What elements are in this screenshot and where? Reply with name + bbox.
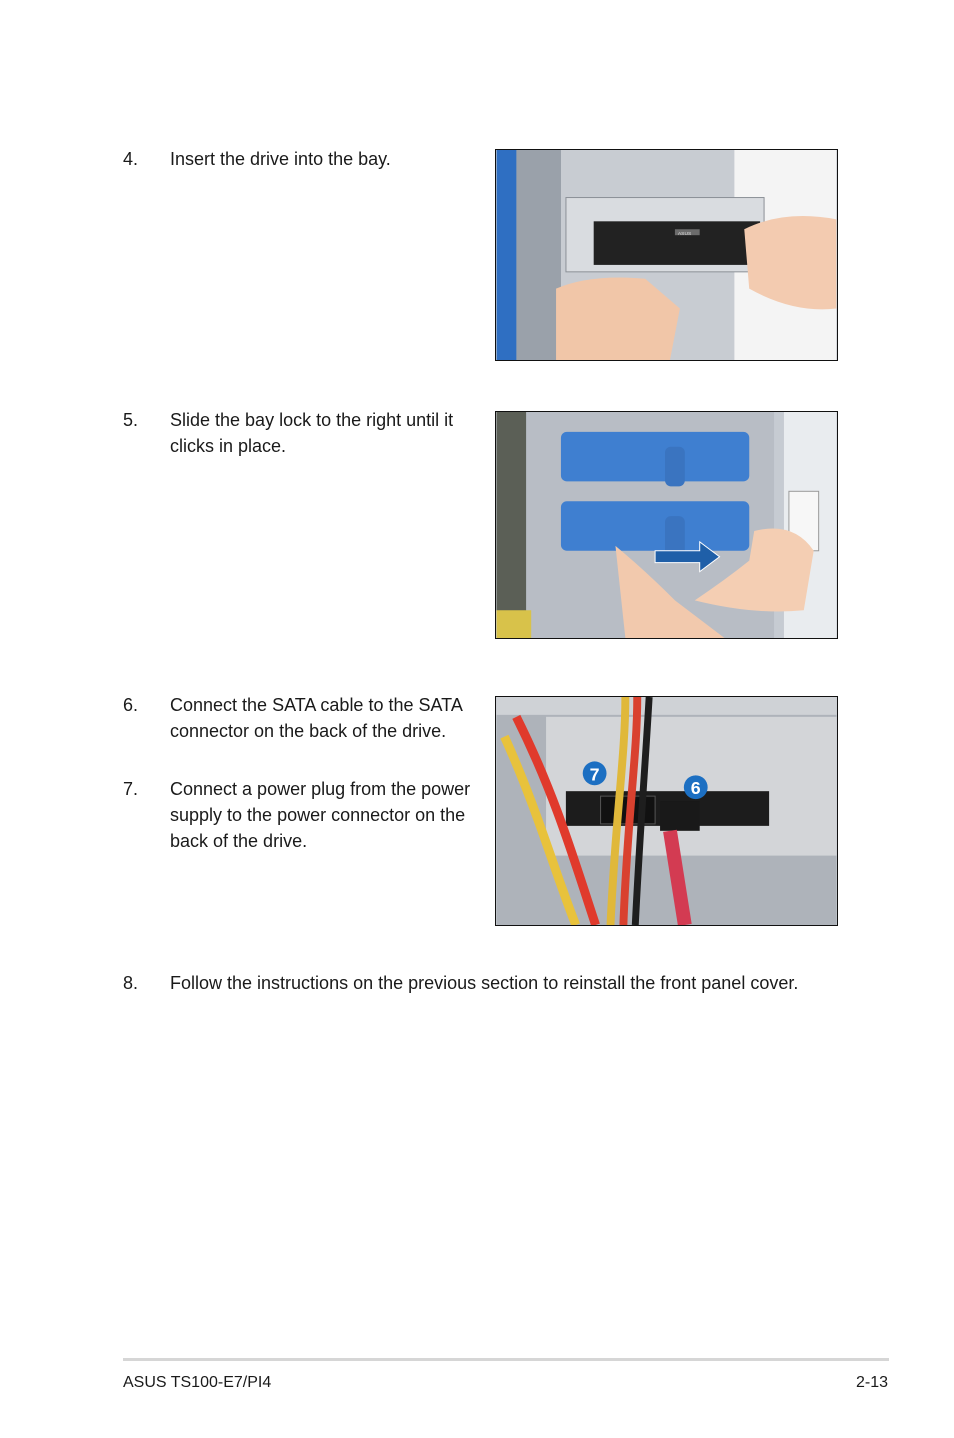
footer-divider [123, 1358, 889, 1361]
step-number: 4. [123, 149, 139, 169]
photo-connect-cables [495, 696, 838, 926]
drive-brand-label: ASUS [677, 232, 692, 238]
step-text: Insert the drive into the bay. [170, 149, 391, 169]
step-text: Connect a power plug from the power supply to the power connector on the back of the drive. [170, 779, 471, 851]
step-5 [123, 407, 488, 463]
step-number: 8. [123, 973, 139, 993]
callout-7: 7 [589, 764, 600, 785]
step-number: 5. [123, 410, 139, 430]
callout-6: 6 [690, 778, 701, 799]
step-7 [123, 776, 488, 858]
photo-bay-lock [495, 411, 838, 639]
photo-insert-drive [495, 149, 838, 361]
footer-page-number: 2-13 [855, 1374, 888, 1391]
step-8 [123, 970, 843, 1026]
cable-connection-illustration [496, 697, 837, 925]
step-text: Follow the instructions on the previous section to reinstall the front panel cover. [170, 973, 799, 993]
drive-insert-illustration [496, 150, 837, 360]
step-4 [123, 146, 443, 176]
bay-lock-illustration [496, 412, 837, 638]
step-6 [123, 692, 488, 774]
footer-product-name: ASUS TS100-E7/PI4 [123, 1374, 272, 1391]
step-number: 6. [123, 695, 139, 715]
step-text: Connect the SATA cable to the SATA connector on the back of the drive. [170, 695, 462, 741]
step-text: Slide the bay lock to the right until it clicks in place. [170, 410, 454, 456]
step-number: 7. [123, 779, 139, 799]
